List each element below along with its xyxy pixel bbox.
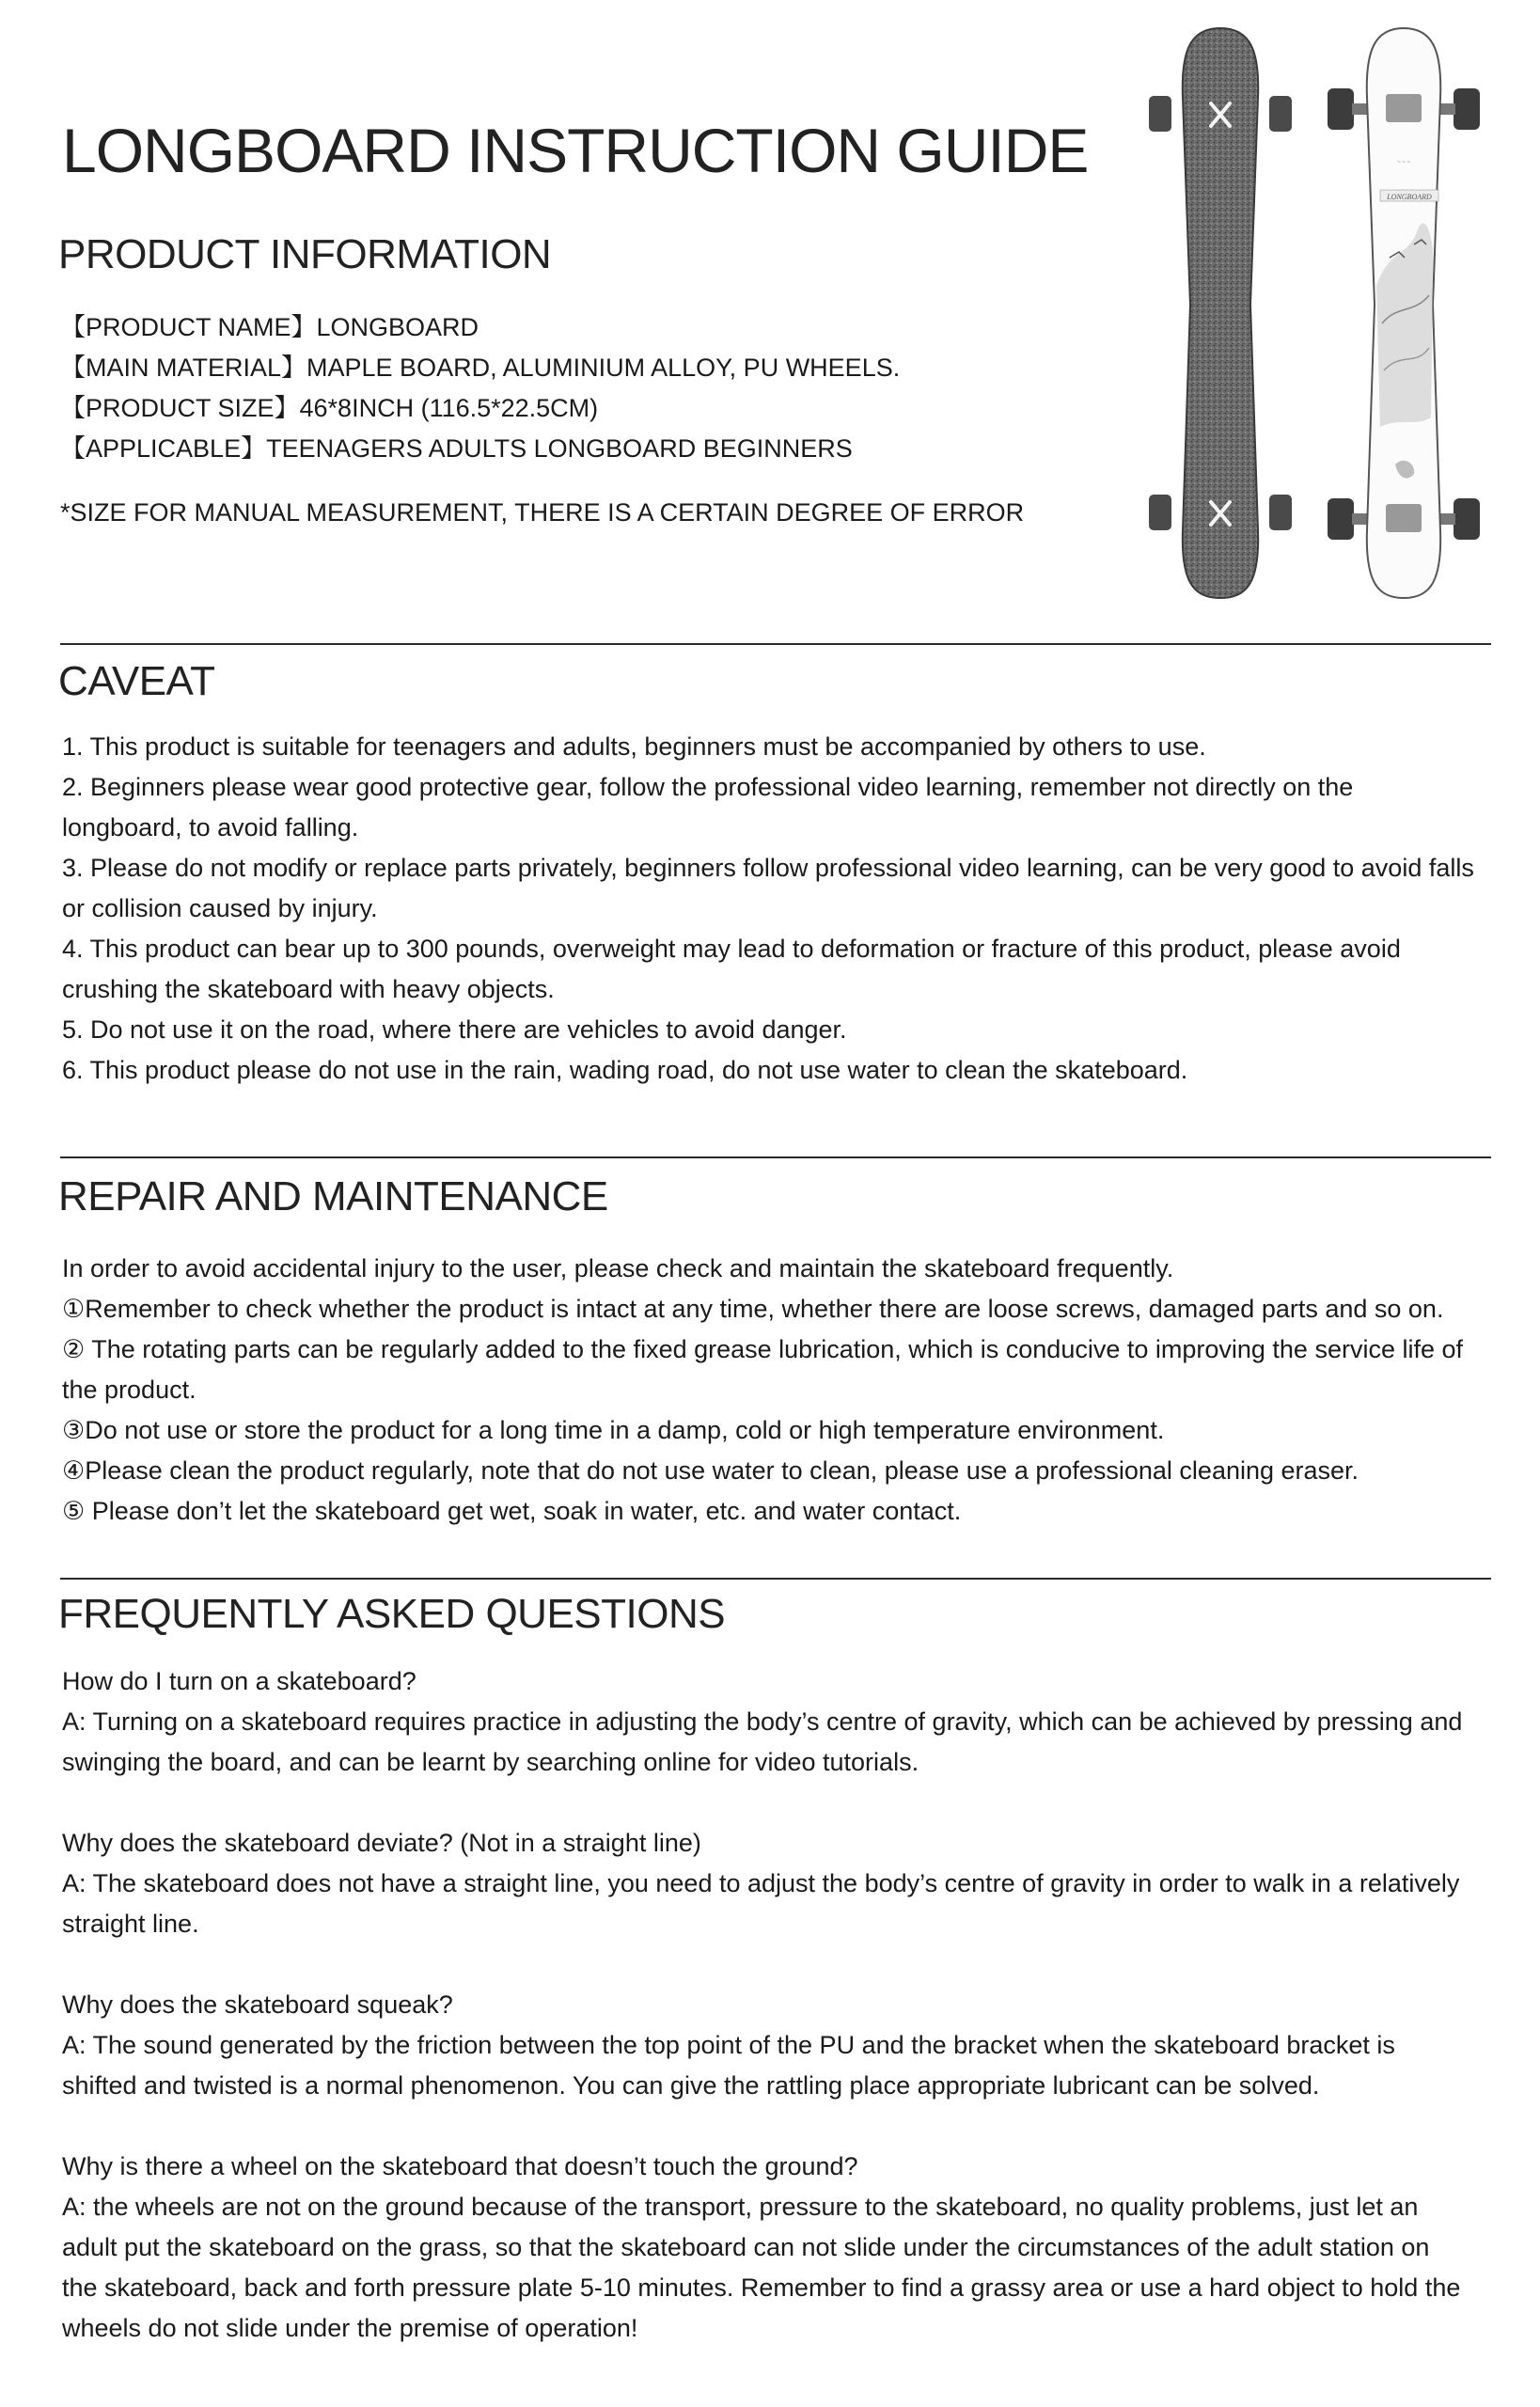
caveat-line: 4. This product can bear up to 300 pounds, overweight may lead to deformation or fracture of this product, please avoid — [62, 935, 1401, 963]
caveat-line: 3. Please do not modify or replace parts privately, beginners follow professional video learning, can be very good to avoid falls — [62, 854, 1474, 882]
faq-heading: FREQUENTLY ASKED QUESTIONS — [58, 1591, 726, 1637]
faq-answer: A: The sound generated by the friction between the top point of the PU and the bracket when the skateboard bracket is — [62, 2031, 1395, 2059]
caveat-list — [62, 727, 1501, 1091]
caveat-line: 5. Do not use it on the road, where there are vehicles to avoid danger. — [62, 1015, 847, 1044]
faq-list — [62, 1661, 1501, 2349]
faq-answer: swinging the board, and can be learnt by searching online for video tutorials. — [62, 1748, 919, 1776]
product-information-list — [60, 307, 900, 469]
page-title: LONGBOARD INSTRUCTION GUIDE — [62, 116, 1089, 185]
repair-line: the product. — [62, 1376, 196, 1404]
faq-answer: the skateboard, back and forth pressure plate 5-10 minutes. Remember to find a grassy area or use a hard object to hold the — [62, 2273, 1461, 2302]
repair-line: ⑤ Please don’t let the skateboard get wet, soak in water, etc. and water contact. — [62, 1497, 962, 1525]
faq-spacer — [62, 2106, 1501, 2147]
applicable-row: 【APPLICABLE】TEENAGERS ADULTS LONGBOARD BEGINNERS — [60, 434, 853, 463]
repair-maintenance-list — [62, 1249, 1501, 1532]
caveat-line: or collision caused by injury. — [62, 894, 378, 922]
repair-line: ② The rotating parts can be regularly added to the fixed grease lubrication, which is conducive to improving the service life of — [62, 1335, 1464, 1363]
faq-answer: shifted and twisted is a normal phenomenon. You can give the rattling place appropriate lubricant can be solved. — [62, 2071, 1320, 2100]
faq-spacer — [62, 1944, 1501, 1985]
caveat-line: 6. This product please do not use in the rain, wading road, do not use water to clean the skateboard. — [62, 1056, 1188, 1084]
repair-maintenance-heading: REPAIR AND MAINTENANCE — [58, 1173, 608, 1219]
main-material-row: 【MAIN MATERIAL】MAPLE BOARD, ALUMINIUM ALLOY, PU WHEELS. — [60, 354, 901, 382]
faq-spacer — [62, 1783, 1501, 1823]
faq-answer: wheels do not slide under the premise of operation! — [62, 2314, 638, 2342]
product-information-heading: PRODUCT INFORMATION — [58, 231, 552, 277]
repair-line: ①Remember to check whether the product is intact at any time, whether there are loose screws, damaged parts and so on. — [62, 1295, 1444, 1323]
faq-question: How do I turn on a skateboard? — [62, 1667, 416, 1695]
deck-brand-text: LONGBOARD — [1387, 193, 1432, 201]
faq-answer: adult put the skateboard on the grass, so that the skateboard can not slide under the circumstances of the adult station on — [62, 2233, 1430, 2261]
faq-answer: A: Turning on a skateboard requires practice in adjusting the body’s centre of gravity, which can be achieved by pressing and — [62, 1707, 1463, 1736]
longboard-bottom-view-image — [1324, 23, 1484, 610]
caveat-line: 1. This product is suitable for teenagers and adults, beginners must be accompanied by others to use. — [62, 732, 1206, 761]
faq-question: Why does the skateboard squeak? — [62, 1990, 453, 2019]
faq-answer: A: the wheels are not on the ground because of the transport, pressure to the skateboard, no quality problems, just let an — [62, 2193, 1419, 2221]
svg-text:~ ~ ~: ~ ~ ~ — [1397, 160, 1410, 165]
caveat-line: longboard, to avoid falling. — [62, 813, 359, 842]
repair-line: ④Please clean the product regularly, note that do not use water to clean, please use a professional cleaning eraser. — [62, 1456, 1359, 1485]
section-divider — [60, 1156, 1491, 1158]
repair-line: In order to avoid accidental injury to the user, please check and maintain the skateboard frequently. — [62, 1254, 1174, 1282]
product-name-row: 【PRODUCT NAME】LONGBOARD — [60, 313, 479, 341]
faq-answer: straight line. — [62, 1910, 199, 1938]
repair-line: ③Do not use or store the product for a long time in a damp, cold or high temperature environment. — [62, 1416, 1165, 1444]
section-divider — [60, 643, 1491, 645]
faq-question: Why does the skateboard deviate? (Not in a straight line) — [62, 1829, 701, 1857]
longboard-top-view-image — [1145, 23, 1296, 610]
faq-answer: A: The skateboard does not have a straight line, you need to adjust the body’s centre of gravity in order to walk in a relatively — [62, 1869, 1460, 1897]
section-divider — [60, 1578, 1491, 1580]
faq-question: Why is there a wheel on the skateboard that doesn’t touch the ground? — [62, 2152, 858, 2180]
size-measurement-note: *SIZE FOR MANUAL MEASUREMENT, THERE IS A CERTAIN DEGREE OF ERROR — [60, 498, 1025, 527]
caveat-line: crushing the skateboard with heavy objects. — [62, 975, 555, 1003]
caveat-line: 2. Beginners please wear good protective gear, follow the professional video learning, remember not directly on the — [62, 773, 1354, 801]
product-size-row: 【PRODUCT SIZE】46*8INCH (116.5*22.5CM) — [60, 394, 599, 422]
caveat-heading: CAVEAT — [58, 658, 215, 704]
